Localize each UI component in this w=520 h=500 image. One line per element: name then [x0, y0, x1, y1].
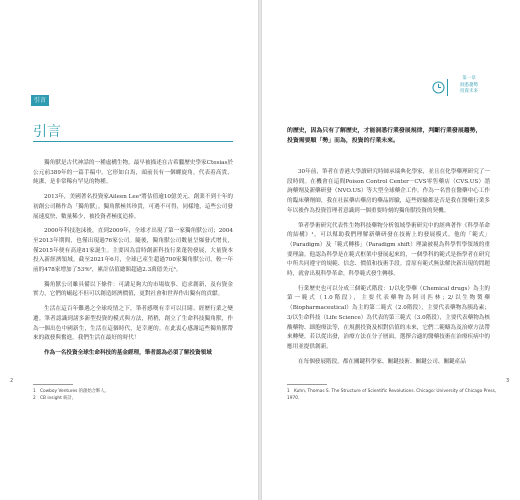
paragraph: 行業歷史也可以分成三個範式階段：1/以化學藥（Chemical drugs）為主的第一範式（1.0階段），主要代表藥物為阿司匹林；2/以生物製藥（Biopharmaceutical）為主的第二範式（2.0階段），主要代表藥物為胰島素；3/以生命科技（Life Science）為代表的第三範式（3.0階段），主要代表藥物為核酸藥物、細胞療法等，在規劃投資及相對估值的未來，它們二範疇為及治療方法帶來轉變。若以從出發，治療方法在分子層面，選擇合適的醫藥技術在治療疾病中的應用並提供創新。 — [287, 285, 490, 350]
chapter-divider — [447, 79, 448, 96]
section-tag: 引言 — [31, 95, 49, 106]
paragraph: 2000年科技泡沫後，直到2009年，全球才出現了第一家獨角獸公司；2004至2013年期間，也僅出現過76家公司。隨後，獨角獸公司數量呈爆發式增長，僅2015年便有高達81家誕生。主要因為當時創新科技行業蓬勃發展，大量資本投入新經濟領域。截至2021年6月，全球已產生超過700家獨角獸公司，較一年前的478家增加了53%²，累計估值總額超過2.3萬億美元³。 — [33, 228, 233, 274]
paragraph: 獨角獸是古代神話的一種虛構生物，最早被描述在古希臘歷史學家Ctesias於公元前389年的一篇手稿中，它形如白馬，頭前長有一個螺旋角，代表着高貴、純潔，是非常稀有罕見的物種。 — [33, 160, 233, 186]
left-page — [0, 0, 258, 500]
chapter-title-2: 投資未來 — [460, 89, 478, 94]
paragraph: 在每個發展階段，都在關鍵科學家、關鍵技術、關鍵公司、關鍵產品 — [298, 358, 466, 365]
paragraph: 2013年，美國著名投資家Aileen Lee¹將估值逾10億美元、創業不到十年的初創公司稱作為「獨角獸」。獨角獸極其珍貴，可遇不可得，同樣地，這些公司發展速度快，數量稀少，被投資者極度追捧。 — [33, 194, 233, 220]
footnote-1: 1 Kuhn, Thomas S. The Structure of Scientific Revolutions. Chicago: University of Chicago Press, 1970. — [287, 389, 497, 401]
page-title: 引言 — [33, 124, 61, 140]
footnote-1: 1 Cowboy Ventures 的創始合夥人。 — [33, 389, 109, 394]
closing-paragraph: 作為一名投資全球生命科技的基金經理，筆者認為必須了解投資領域 — [44, 349, 212, 356]
page-number: 3 — [506, 378, 510, 384]
right-page — [262, 0, 520, 500]
chapter-title-1: 洞悉趨勢 — [460, 82, 478, 88]
chapter-marker — [430, 76, 488, 98]
paragraph: 30年前，筆者在香港大學讀研究時師承瑞典化學家，並且在化學藥理研究了一段時間。在機會在這間Poison Control Center－CVS零售藥店（CVS.US）諮詢藥劑及新藥研發（NVO.US）等大型全球藥企工作。作為一名曾在醫藥中心工作的臨床藥劑師，我在社區藥店藥房的藥品經驗，這些經驗都是否是我在醫藥行業多年以後作為投資管理者意識到一個重要時刻的獨角獸投資的契機。 — [287, 169, 490, 214]
paragraph: 生活在這百年難遇之全球疫情之下，筆者感嘆有幸可以目睹、經歷行業之變遷。筆者認識到諸多新型投資的模式與方法，稍稍，創立了生命科技獨角獸，作為一個出色中國新生，生活在這個時代，是幸運的。在此衷心感謝這些獨角獸帶來的啟發與奮進，我們生活在最好的時代！ — [33, 306, 233, 342]
clock-icon — [432, 81, 445, 94]
lead-text: 的歷史，因為只有了解歷史，才能洞悉行業發展規律，判斷行業發展趨勢，投資需要順「勢」而為，投資的行業未來。 — [287, 127, 482, 144]
chapter-label — [452, 76, 486, 96]
title-underline — [33, 141, 233, 142]
footnote-rule — [287, 384, 327, 385]
chapter-number: 第一章 — [462, 76, 476, 81]
lead-paragraph — [287, 126, 487, 146]
footnote-rule — [33, 384, 73, 385]
right-body — [287, 168, 490, 372]
paragraph: 筆者學術研究代表性生物科技藥物分析領域學術研究中的經典著作《科學革命的結構》¹，可以幫助我們理解新藥研發在技術上的發展模式。他的「範式」（Paradigm）及「範式轉移」（Paradigm shift）理論被視為科學哲學領域的重要理論。他認為科學是在範式框架中發展起來的，一個學科的範式是指學者在研究中所共同遵守的規範、信念、價值和技術手段。當原有範式無法解決新出現的問題時，就會出現科學革命，科學範式發生轉移。 — [287, 222, 490, 278]
paragraph: 獨角獸公司雖具備以下條件：可講足夠大的市場故事、追求創新，及有資金實力，它們的崛起不但可以創造經濟價值，更對社會和世界作出獨有的貢獻。 — [33, 281, 233, 298]
page-number: 2 — [10, 378, 14, 384]
left-body — [33, 159, 233, 364]
footnote-2: 2 CB insight 統計。 — [33, 396, 77, 401]
